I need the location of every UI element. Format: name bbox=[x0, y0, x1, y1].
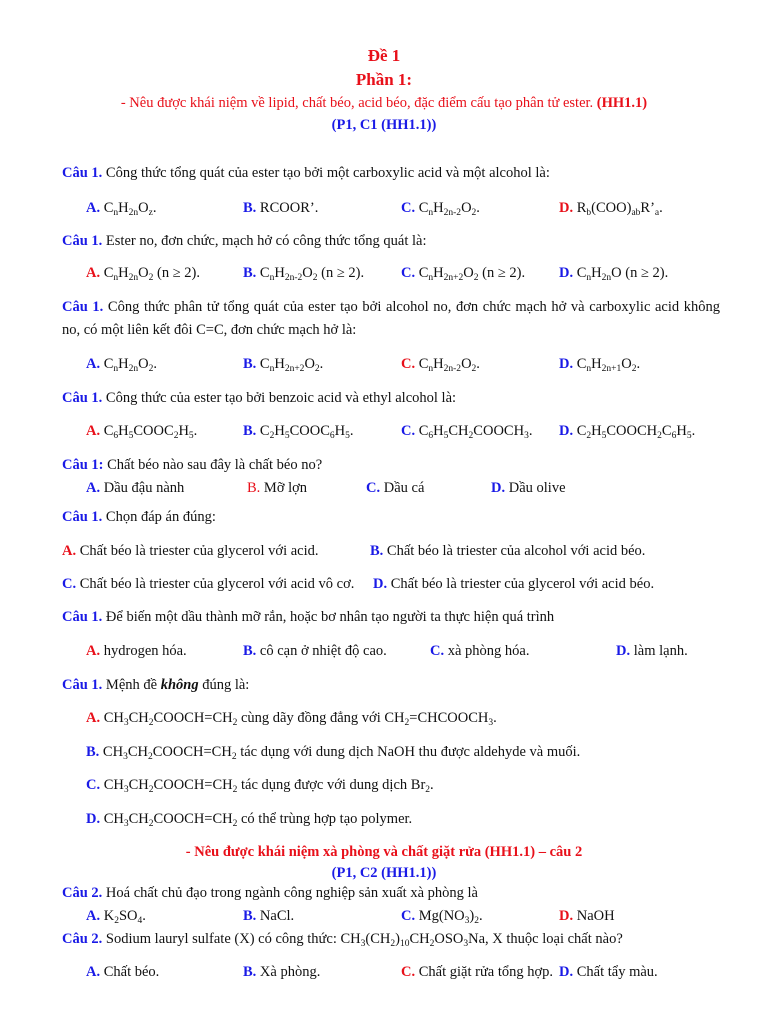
option-c[interactable]: C. $C_nH_{2n+2}O_2$ (n ≥ 2). bbox=[401, 265, 526, 283]
question-2-1: Câu 2. Hoá chất chủ đạo trong ngành công nghiệp sản xuất xà phòng là bbox=[62, 885, 478, 901]
question-1-4: Câu 1. Công thức của ester tạo bởi benzoic acid và ethyl alcohol là: bbox=[62, 390, 457, 406]
objective-2: - Nêu được khái niệm xà phòng và chất giặt rửa (HH1.1) – câu 2 bbox=[185, 844, 583, 860]
page-title: Đề 1 bbox=[367, 46, 401, 65]
option-a[interactable]: A. $C_nH_{2n}O_2$ (n ≥ 2). bbox=[86, 265, 200, 283]
option-c[interactable]: C. xà phòng hóa. bbox=[430, 643, 530, 659]
option-a[interactable]: A. hydrogen hóa. bbox=[86, 643, 187, 659]
option-a[interactable]: A. $C_6H_5COOC_2H_5$. bbox=[86, 423, 198, 441]
question-1-3: Câu 1. Công thức phân tử tổng quát của ester tạo bởi alcohol no, đơn chức mạch hở và carboxylic acid không no, có một liên kết đôi C=C, đơn chức mạch hở là: bbox=[62, 299, 721, 338]
option-b[interactable]: B. $C_nH_{2n-2}O_2$ (n ≥ 2). bbox=[243, 265, 365, 283]
option-c[interactable]: C. $CH_3CH_2COOCH=CH_2$ tác dụng được với dung dịch $Br_2$. bbox=[86, 777, 434, 795]
option-c[interactable]: C. Chất béo là triester của glycerol với acid vô cơ. bbox=[62, 576, 355, 592]
option-d[interactable]: D. $R_b(COO)_{ab}R’_a$. bbox=[559, 200, 663, 218]
option-a[interactable]: A. Dầu đậu nành bbox=[86, 480, 185, 496]
option-d[interactable]: D. Chất tẩy màu. bbox=[559, 964, 658, 980]
option-b[interactable]: B. $C_nH_{2n+2}O_2$. bbox=[243, 356, 324, 374]
option-c[interactable]: C. Chất giặt rửa tổng hợp. bbox=[401, 964, 554, 980]
option-b[interactable]: B. Chất béo là triester của alcohol với acid béo. bbox=[370, 543, 646, 559]
question-1-2: Câu 1. Ester no, đơn chức, mạch hở có công thức tổng quát là: bbox=[62, 233, 427, 249]
option-d[interactable]: D. $C_nH_{2n+1}O_2$. bbox=[559, 356, 641, 374]
objective-1-ref: (P1, C1 (HH1.1)) bbox=[331, 117, 437, 133]
option-b[interactable]: B. $C_2H_5COOC_6H_5$. bbox=[243, 423, 354, 441]
option-b[interactable]: B. RCOOR’. bbox=[243, 200, 319, 216]
option-b[interactable]: B. $CH_3CH_2COOCH=CH_2$ tác dụng với dung dịch NaOH thu được aldehyde và muối. bbox=[86, 744, 581, 762]
question-1-5: Câu 1: Chất béo nào sau đây là chất béo no? bbox=[62, 457, 323, 473]
option-c[interactable]: C. $C_nH_{2n-2}O_2$. bbox=[401, 356, 480, 374]
option-b[interactable]: B. cô cạn ở nhiệt độ cao. bbox=[243, 643, 387, 659]
objective-2-ref: (P1, C2 (HH1.1)) bbox=[331, 865, 437, 881]
part-title: Phần 1: bbox=[355, 70, 413, 89]
option-c[interactable]: C. $Mg(NO_3)_2$. bbox=[401, 908, 483, 926]
option-d[interactable]: D. $CH_3CH_2COOCH=CH_2$ có thể trùng hợp tạo polymer. bbox=[86, 811, 413, 829]
objective-1 bbox=[0, 94, 768, 112]
option-b[interactable]: B. Mỡ lợn bbox=[247, 480, 308, 496]
option-a[interactable]: A. $CH_3CH_2COOCH=CH_2$ cùng dãy đồng đẳng với $CH_2=CHCOOCH_3$. bbox=[86, 710, 497, 728]
question-label: Câu 1. bbox=[62, 165, 103, 181]
objective-1-code: (HH1.1) bbox=[596, 95, 648, 111]
option-c[interactable]: C. Dầu cá bbox=[366, 480, 425, 496]
option-c[interactable]: C. $C_6H_5CH_2COOCH_3$. bbox=[401, 423, 533, 441]
option-a[interactable]: A. $K_2SO_4$. bbox=[86, 908, 146, 926]
question-1-6: Câu 1. Chọn đáp án đúng: bbox=[62, 509, 216, 525]
option-a[interactable]: A. Chất béo là triester của glycerol với acid. bbox=[62, 543, 319, 559]
option-b[interactable]: B. NaCl. bbox=[243, 908, 295, 924]
question-1-8: Câu 1. Mệnh đề không đúng là: bbox=[62, 677, 250, 693]
option-d[interactable]: D. Dầu olive bbox=[491, 480, 566, 496]
option-b[interactable]: B. Xà phòng. bbox=[243, 964, 321, 980]
objective-1-text: - Nêu được khái niệm về lipid, chất béo, acid béo, đặc điểm cấu tạo phân tử ester. bbox=[120, 95, 594, 111]
option-d[interactable]: D. Chất béo là triester của glycerol với acid béo. bbox=[373, 576, 655, 592]
option-c[interactable]: C. $C_nH_{2n-2}O_2$. bbox=[401, 200, 480, 218]
question-1-1 bbox=[62, 164, 550, 182]
question-2-2: Câu 2. Sodium lauryl sulfate (X) có công thức: $CH_3(CH_2)_{10}CH_2OSO_3Na$, X thuộc loại chất nào? bbox=[62, 931, 623, 949]
option-d[interactable]: D. $C_2H_5COOCH_2C_6H_5$. bbox=[559, 423, 696, 441]
option-a[interactable]: A. Chất béo. bbox=[86, 964, 160, 980]
option-d[interactable]: D. NaOH bbox=[559, 908, 615, 924]
emphasis-not: không bbox=[160, 677, 199, 693]
option-a[interactable]: A. $C_nH_{2n}O_2$. bbox=[86, 356, 157, 374]
question-1-7: Câu 1. Để biến một dầu thành mỡ rắn, hoặc bơ nhân tạo người ta thực hiện quá trình bbox=[62, 609, 555, 625]
option-d[interactable]: D. làm lạnh. bbox=[616, 643, 688, 659]
question-stem: Công thức tổng quát của ester tạo bởi một carboxylic acid và một alcohol là: bbox=[105, 165, 550, 181]
option-a[interactable]: A. $C_nH_{2n}O_z$. bbox=[86, 200, 157, 218]
option-d[interactable]: D. $C_nH_{2n}O$ (n ≥ 2). bbox=[559, 265, 669, 283]
